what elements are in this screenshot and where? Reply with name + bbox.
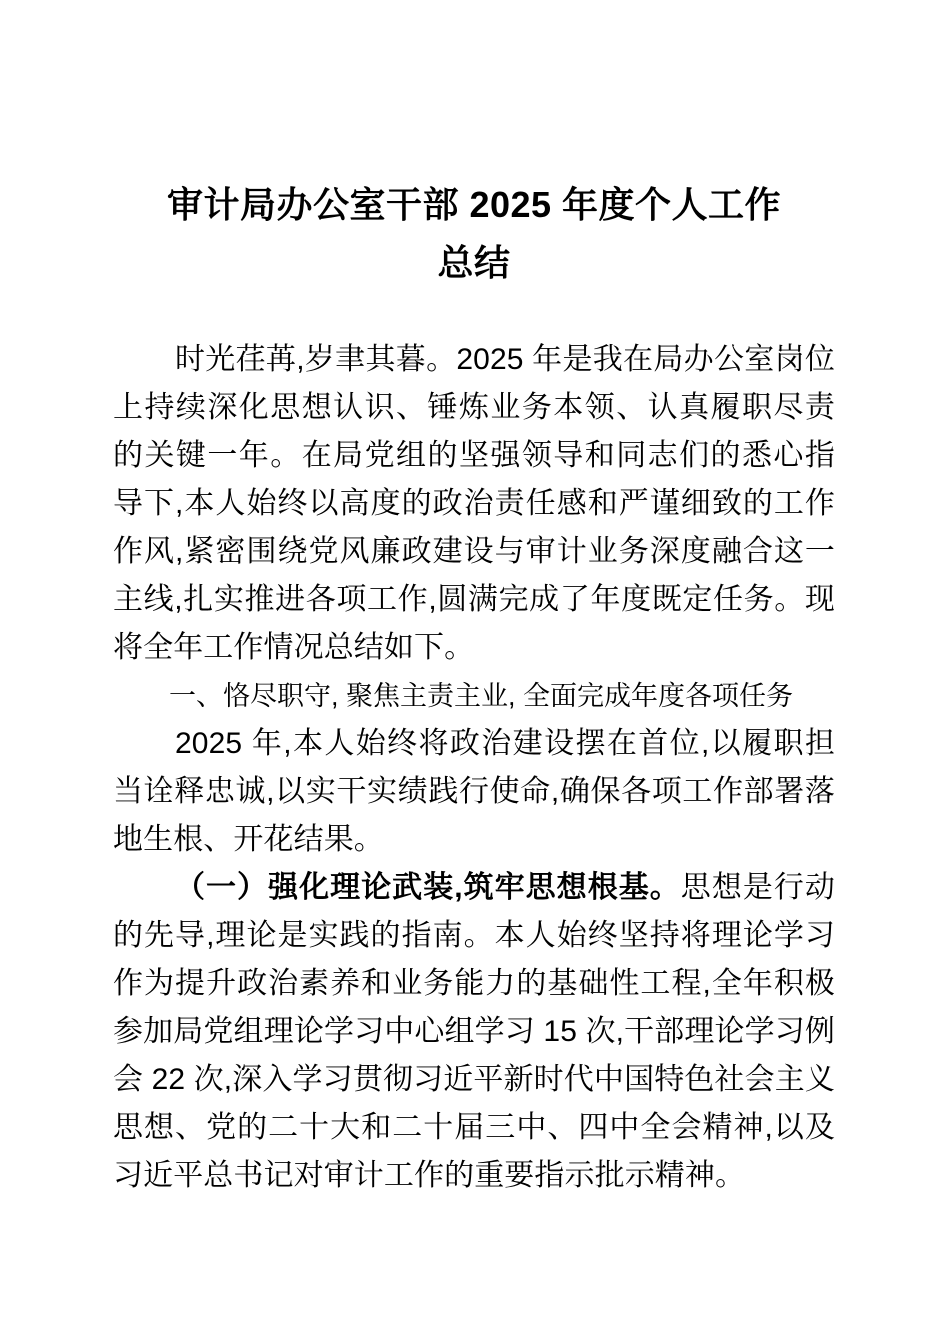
subsection-one-text: 思想是行动的先导,理论是实践的指南。本人始终坚持将理论学习作为提升政治素养和业务能力的基础性工程,全年积极参加局党组理论学习中心组学习 15 次,干部理论学习例会 22 次,深入学习贯彻习近平新时代中国特色社会主义思想、党的二十大和二十届三中、四中全会精神,以及习近平总书记对审计工作的重要指示批示精神。 bbox=[113, 871, 836, 1192]
page-title bbox=[113, 0, 835, 292]
document-content bbox=[113, 0, 835, 1200]
page-title-line-2: 总结 bbox=[437, 242, 511, 283]
subsection-one-lead: （一）强化理论武装,筑牢思想根基。 bbox=[175, 871, 681, 904]
paragraph-section-one-intro: 2025 年,本人始终将政治建设摆在首位,以履职担当诠释忠诚,以实干实绩践行使命,确保各项工作部署落地生根、开花结果。 bbox=[113, 727, 835, 856]
paragraph-intro: 时光荏苒,岁聿其暮。2025 年是我在局办公室岗位上持续深化思想认识、锤炼业务本领、认真履职尽责的关键一年。在局党组的坚强领导和同志们的悉心指导下,本人始终以高度的政治责任感和严谨细致的工作作风,紧密围绕党风廉政建设与审计业务深度融合这一主线,扎实推进各项工作,圆满完成了年度既定任务。现将全年工作情况总结如下。 bbox=[113, 343, 835, 664]
page-title-line-1: 审计局办公室干部 2025 年度个人工作 bbox=[166, 184, 782, 225]
section-heading-one: 一、恪尽职守, 聚焦主责主业, 全面完成年度各项任务 bbox=[169, 681, 794, 711]
paragraph-subsection-one bbox=[113, 864, 835, 1200]
